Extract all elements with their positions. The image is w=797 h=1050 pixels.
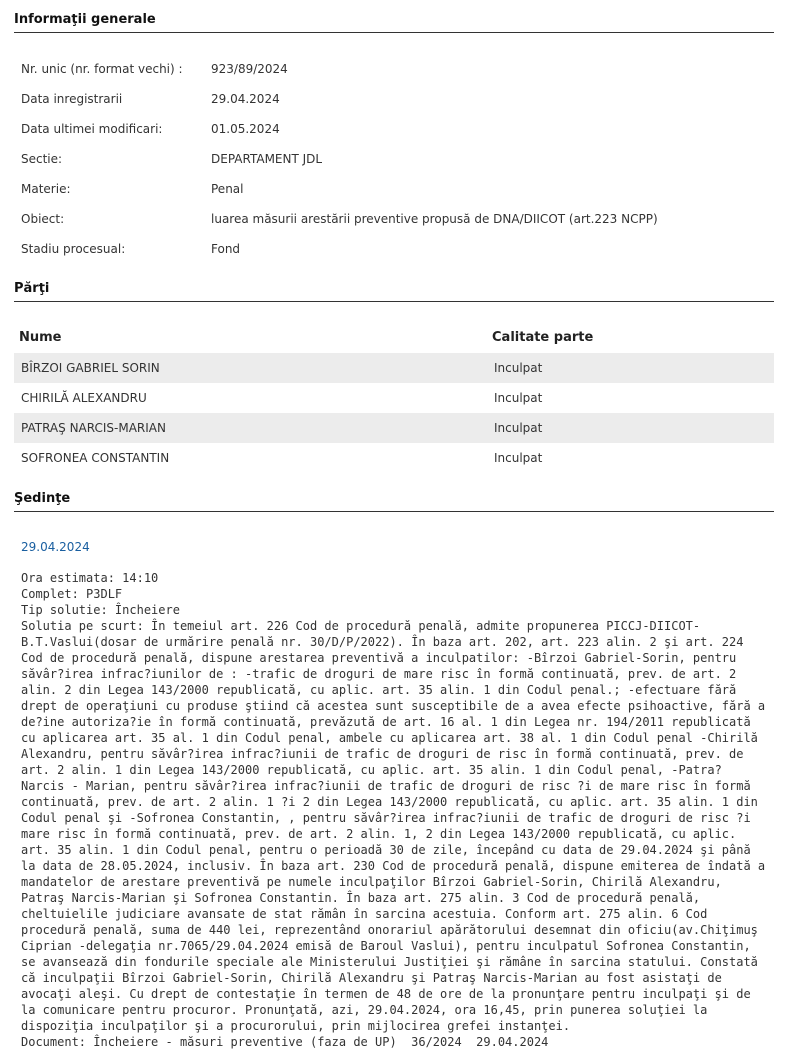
- info-row-registration-date: [21, 92, 771, 122]
- info-label: Stadiu procesual:: [21, 242, 126, 256]
- info-label: Sectie:: [21, 152, 63, 166]
- general-info-header: [14, 12, 774, 33]
- parties-table-header: [14, 330, 774, 352]
- table-row: [14, 383, 774, 413]
- info-value: Penal: [211, 182, 244, 196]
- parties-header: [14, 281, 774, 302]
- info-value: 29.04.2024: [211, 92, 280, 106]
- party-name: SOFRONEA CONSTANTIN: [21, 451, 170, 465]
- column-header-role: Calitate parte: [492, 330, 594, 345]
- session-panel: Complet: P3DLF: [21, 587, 123, 601]
- session-document: Document: Încheiere - măsuri preventive (faza de UP) 36/2024 29.04.2024: [21, 1035, 549, 1049]
- info-value: luarea măsurii arestării preventive propusă de DNA/DIICOT (art.223 NCPP): [211, 212, 658, 226]
- info-row-object: [21, 212, 771, 242]
- session-solution-summary: Solutia pe scurt: În temeiul art. 226 Cod de procedură penală, admite propunerea PICCJ-DIICOT-B.T.Vaslui(dosar de urmărire penală nr. 30/D/P/2022). În baza art. 202, art. 223 alin. 2 şi art. 224 Cod de procedură penală, dispune arestarea preventivă a inculpatilor: -Bîrzoi Gabriel-Sorin, pentru săvâr?irea infrac?iunilor de : -trafic de droguri de mare risc în formă continuată, prev. de art. 2 alin. 2 din Legea 143/2000 republicată, cu aplic. art. 35 alin. 1 din Codul penal.; -efectuare fără drept de operaţiuni cu produse ştiind că acestea sunt susceptibile de a avea efecte psihoactive, fără a de?ine autoriza?ie în formă continuată, prevăzută de art. 16 al. 1 din Legea nr. 194/2011 republicată cu aplicarea art. 35 al. 1 din Codul penal, ambele cu aplicarea art. 38 al. 1 din Codul penal -Chirilă Alexandru, pentru săvâr?irea infrac?iunii de trafic de droguri de risc în formă continuată, prev. de art. 2 alin. 1 din Legea 143/2000 republicată, cu aplic. art. 35 alin. 1 din Codul penal, -Patra? Narcis - Marian, pentru săvâr?irea infrac?iunii de trafic de droguri de risc ?i de mare risc în formă continuată, prev. de art. 2 alin. 1 ?i 2 din Legea 143/2000 republicată, cu aplic. art. 35 alin. 1 din Codul penal şi -Sofronea Constantin, , pentru săvâr?irea infrac?iunii de trafic de droguri de risc ?i mare risc în formă continuată, prev. de art. 2 alin. 1, 2 din Legea 143/2000 republicată, cu aplic. art. 35 alin. 1 din Codul penal, pentru o perioadă 30 de zile, începând cu data de 29.04.2024 şi până la data de 28.05.2024, inclusiv. În baza art. 230 Cod de procedură penală, dispune emiterea de îndată a mandatelor de arestare preventivă pe numele inculpaţilor Bîrzoi Gabriel-Sorin, Chirilă Alexandru, Patraş Narcis-Marian şi Sofronea Constantin. În baza art. 275 alin. 3 Cod de procedură penală, cheltuielile judiciare avansate de stat rămân în sarcina acestuia. Conform art. 275 alin. 6 Cod procedură penală, suma de 440 lei, reprezentând onorariul apărătorului desemnat din oficiu(av.Chiţimuş Ciprian -delegaţia nr.7065/29.04.2024 emisă de Baroul Vaslui), pentru inculpatul Sofronea Constantin, se avansează din fondurile speciale ale Ministerului Justiţiei şi rămâne în sarcina statului. Constată că inculpaţii Bîrzoi Gabriel-Sorin, Chirilă Alexandru şi Patraş Narcis-Marian au fost asistaţi de avocaţi aleşi. Cu drept de contestaţie în termen de 48 de ore de la pronunţare pentru inculpaţi şi de la comunicare pentru procuror. Pronunţată, azi, 29.04.2024, ora 16,45, prin punerea soluţiei la dispoziţia inculpaţilor şi a procurorului, prin mijlocirea grefei instanţei.: [21, 619, 766, 1033]
- party-role: Inculpat: [494, 361, 543, 375]
- info-row-case-number: [21, 62, 771, 92]
- info-value: Fond: [211, 242, 241, 256]
- info-label: Materie:: [21, 182, 71, 196]
- session-details: [21, 570, 771, 1050]
- info-row-procedural-stage: [21, 242, 771, 272]
- party-name: PATRAŞ NARCIS-MARIAN: [21, 421, 166, 435]
- info-label: Data inregistrarii: [21, 92, 123, 106]
- table-row: [14, 443, 774, 473]
- session-time: Ora estimata: 14:10: [21, 571, 159, 585]
- info-label: Nr. unic (nr. format vechi) :: [21, 62, 183, 76]
- party-name: BÎRZOI GABRIEL SORIN: [21, 361, 160, 375]
- table-row: [14, 413, 774, 443]
- sessions-header: [14, 491, 774, 512]
- sessions-title: Şedinţe: [14, 491, 71, 506]
- party-name: CHIRILĂ ALEXANDRU: [21, 391, 147, 405]
- info-value: 923/89/2024: [211, 62, 288, 76]
- general-info-title: Informaţii generale: [14, 12, 156, 27]
- info-row-section: [21, 152, 771, 182]
- party-role: Inculpat: [494, 451, 543, 465]
- info-value: DEPARTAMENT JDL: [211, 152, 323, 166]
- session-date: 29.04.2024: [21, 540, 90, 554]
- party-role: Inculpat: [494, 391, 543, 405]
- info-row-matter: [21, 182, 771, 212]
- parties-title: Părţi: [14, 281, 50, 296]
- info-value: 01.05.2024: [211, 122, 280, 136]
- session-solution-type: Tip solutie: Încheiere: [21, 603, 180, 617]
- info-row-last-modified: [21, 122, 771, 152]
- column-header-name: Nume: [19, 330, 62, 345]
- info-label: Obiect:: [21, 212, 65, 226]
- party-role: Inculpat: [494, 421, 543, 435]
- table-row: [14, 353, 774, 383]
- info-label: Data ultimei modificari:: [21, 122, 163, 136]
